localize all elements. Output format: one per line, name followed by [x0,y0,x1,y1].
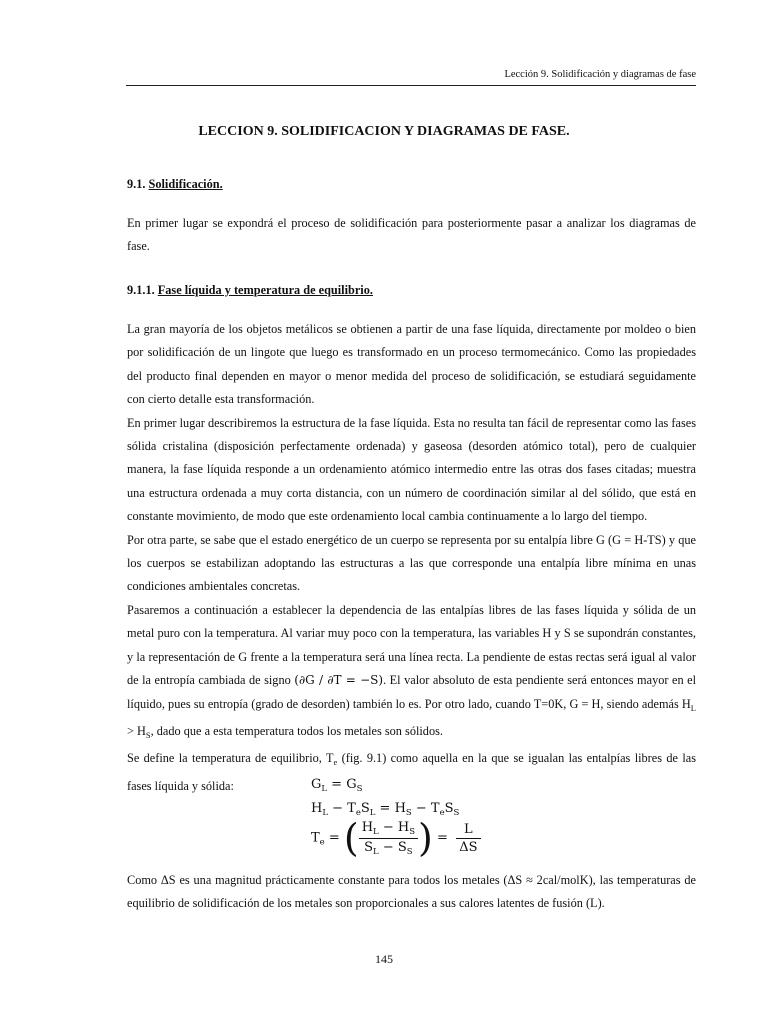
open-paren: ( [343,816,359,860]
fraction-latent-heat: $\frac{L}{\Delta S}$ [456,822,481,855]
subscript: e [333,757,338,768]
paragraph-6: Como ΔS es una magnitud prácticamente constante para todos los metales (ΔS ≈ 2cal/molK), las temperaturas de equilibrio de solidificación de los metales son proporcionales a sus calores latentes de fusión (L). [127,873,696,911]
text-run: > H [127,723,146,738]
text-run: Se define la temperatura de equilibrio, T [127,751,334,766]
close-paren: ) [418,816,433,860]
header-divider [126,85,696,86]
section-number: 9.1.1. [127,283,155,297]
section-heading-9-1-1 [127,283,696,298]
paragraph-4 [127,599,696,747]
equation-3: $T_e$ = ( $\frac{H_L - H_S}{S_L - S_S}$ ) = $\frac{L}{\Delta S}$ [311,818,481,858]
paragraph-5 [127,747,696,798]
running-header: Lección 9. Solidificación y diagramas de fase [504,69,696,80]
page-number: 145 [375,952,393,966]
text-run: Pasaremos a continuación a establecer la dependencia de las entalpías libres de las fases líquida y sólida de un metal puro con la temperatura. Al variar muy poco con la temperatura, las variables H y S se supondrán constantes, y la representación de G frente a la temperatura será una línea recta. La pendiente de estas rectas será igual al valor de la entropía cambiada de signo [127,602,696,688]
equation-2: $H_L - T_eS_L = H_S - T_eS_S$ [311,801,460,818]
inline-formula: (∂G / ∂T = −S) [294,673,384,688]
intro-paragraph: En primer lugar se expondrá el proceso de solidificación para posteriormente pasar a analizar los diagramas de fase. [127,216,696,254]
paragraph-2: En primer lugar describiremos la estructura de la fase líquida. Esta no resulta tan fácil de representar como las fases sólida cristalina (disposición perfectamente ordenada) y gaseosa (desorden atómico total), pero de cualquier manera, la fase líquida responde a un ordenamiento atómico intermedio entre las otras dos fases citadas; muestra una estructura ordenada a muy corta distancia, con un número de coordinación similar al del sólido, que está en constante movimiento, de modo que este ordenamiento local cambia continuamente a lo largo del tiempo. [127,415,696,524]
page-title: LECCION 9. SOLIDIFICACION Y DIAGRAMAS DE FASE. [198,124,570,139]
section-number: 9.1. [127,177,146,191]
text-run: . El valor absoluto de esta pendiente será entonces mayor en el líquido, pues su entropía (grado de desorden) también lo es. Por otro lado, cuando T=0K, G = H, siendo además H [127,673,696,711]
section-heading-9-1 [127,177,696,192]
paragraph-1: La gran mayoría de los objetos metálicos se obtienen a partir de una fase líquida, directamente por moldeo o bien por solidificación de un lingote que luego es transformado en un proceso termomecánico. Como las propiedades del producto final dependen en mayor o menor medida del proceso de solidificación, se estudiará seguidamente con cierto detalle esta transformación. [127,322,696,407]
paragraph-3: Por otra parte, se sabe que el estado energético de un cuerpo se representa por su entalpía libre G (G = H-TS) y que los cuerpos se estabilizan adoptando las estructuras a las que corresponde una entalpía libre mínima en unas condiciones ambientales concretas. [127,532,696,594]
text-run: (fig. 9.1) como aquella en la que se igualan las entalpías libres de las fases líquida y sólida: [127,751,696,793]
subscript: S [145,729,151,740]
section-title: Solidificación. [148,177,223,191]
text-run: , dado que a esta temperatura todos los metales son sólidos. [150,723,443,738]
body-text [127,318,696,798]
section-title: Fase líquida y temperatura de equilibrio. [157,283,373,297]
equation-1: $G_L = G_S$ [311,777,363,794]
fraction-enthalpy-entropy: $\frac{H_L - H_S}{S_L - S_S}$ [359,820,418,857]
subscript: L [690,702,696,713]
